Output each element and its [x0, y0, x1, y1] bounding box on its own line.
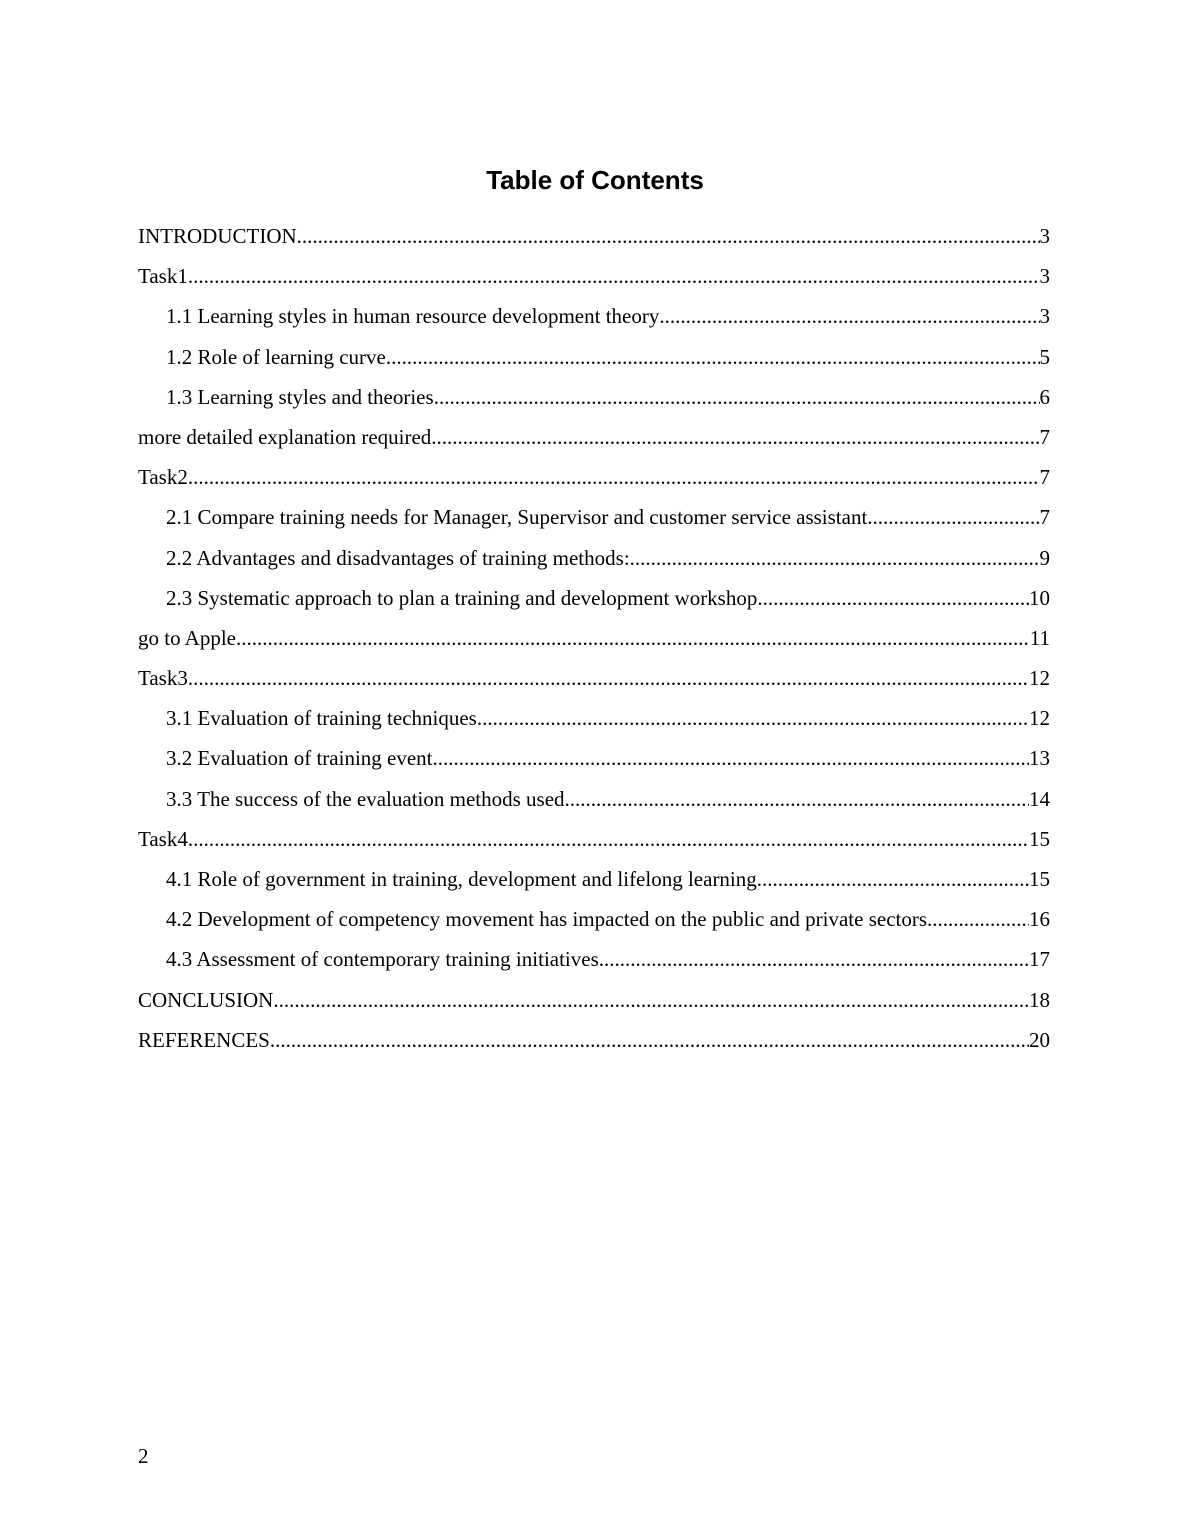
toc-entry[interactable]: [138, 980, 1050, 1020]
toc-entry[interactable]: [138, 859, 1050, 899]
toc-dot-leader: [867, 497, 1039, 537]
toc-entry-page: 17: [1029, 947, 1050, 972]
toc-entry-page: 7: [1039, 424, 1050, 449]
toc-dot-leader: [477, 698, 1029, 738]
toc-entry-page: 7: [1039, 505, 1050, 530]
toc-dot-leader: [565, 779, 1029, 819]
toc-entry[interactable]: [138, 457, 1050, 497]
toc-entry-page: 12: [1029, 666, 1050, 691]
toc-entry-label[interactable]: 1.1 Learning styles in human resource development theory: [166, 304, 660, 329]
toc-entry[interactable]: [138, 779, 1050, 819]
toc-entry[interactable]: [138, 256, 1050, 296]
toc-entry[interactable]: [138, 738, 1050, 778]
toc-entry[interactable]: [138, 216, 1050, 256]
toc-entry-label[interactable]: INTRODUCTION: [138, 224, 297, 248]
toc-entry-label[interactable]: CONCLUSION: [138, 987, 274, 1012]
toc-dot-leader: [659, 296, 1039, 336]
toc-entry[interactable]: [138, 417, 1050, 457]
toc-entry-page: 3: [1039, 224, 1050, 248]
toc-entry-page: 7: [1039, 465, 1050, 490]
toc-entry-page: 5: [1039, 344, 1050, 369]
toc-entry-label[interactable]: Task1: [138, 264, 188, 289]
toc-dot-leader: [188, 256, 1040, 296]
toc-entry-page: 14: [1029, 786, 1050, 811]
toc-entry-page: 10: [1029, 585, 1050, 610]
toc-entry[interactable]: [138, 578, 1050, 618]
toc-entry[interactable]: [138, 296, 1050, 336]
toc-entry[interactable]: [138, 939, 1050, 979]
toc-entry-label[interactable]: 1.3 Learning styles and theories: [166, 384, 434, 409]
toc-entry-label[interactable]: Task4: [138, 826, 188, 851]
toc-entry-page: 20: [1029, 1027, 1050, 1052]
toc-entry[interactable]: [138, 658, 1050, 698]
toc-dot-leader: [386, 337, 1040, 377]
toc-entry-page: 18: [1029, 987, 1050, 1012]
toc-entry-label[interactable]: 3.3 The success of the evaluation methods used: [166, 786, 565, 811]
toc-entry-page: 3: [1039, 264, 1050, 289]
toc-entry-page: 16: [1029, 907, 1050, 932]
toc-entry-label[interactable]: REFERENCES: [138, 1027, 270, 1052]
toc-entry[interactable]: [138, 497, 1050, 537]
toc-dot-leader: [599, 939, 1029, 979]
toc-entry-label[interactable]: 2.2 Advantages and disadvantages of training methods:: [166, 545, 630, 570]
toc-list: [138, 216, 1050, 1060]
toc-entry-page: 13: [1029, 746, 1050, 771]
toc-entry-page: 6: [1039, 384, 1050, 409]
toc-entry-label[interactable]: 4.3 Assessment of contemporary training initiatives: [166, 947, 599, 972]
toc-dot-leader: [630, 538, 1040, 578]
toc-entry[interactable]: [138, 618, 1050, 658]
toc-dot-leader: [297, 216, 1040, 256]
toc-entry-label[interactable]: Task2: [138, 465, 188, 490]
page-number: 2: [138, 1444, 149, 1468]
toc-entry-page: 3: [1039, 304, 1050, 329]
toc-entry-label[interactable]: 4.1 Role of government in training, development and lifelong learning: [166, 867, 757, 891]
toc-entry-page: 12: [1029, 706, 1050, 731]
toc-entry-label[interactable]: Task3: [138, 666, 188, 691]
toc-dot-leader: [188, 457, 1040, 497]
toc-entry[interactable]: [138, 698, 1050, 738]
toc-dot-leader: [932, 899, 1029, 939]
toc-dot-leader: [273, 980, 1029, 1020]
toc-entry-label[interactable]: 2.3 Systematic approach to plan a training and development workshop: [166, 585, 758, 610]
toc-entry-label[interactable]: 4.2 Development of competency movement has impacted on the public and private sectors.: [166, 907, 933, 932]
toc-entry-page: 9: [1039, 545, 1050, 570]
toc-title: Table of Contents: [486, 165, 704, 195]
toc-dot-leader: [236, 618, 1030, 658]
toc-entry[interactable]: [138, 337, 1050, 377]
toc-dot-leader: [433, 738, 1029, 778]
toc-dot-leader: [434, 377, 1040, 417]
toc-entry-label[interactable]: more detailed explanation required: [138, 424, 432, 449]
toc-entry-label[interactable]: go to Apple: [138, 625, 236, 650]
toc-entry-label[interactable]: 1.2 Role of learning curve: [166, 344, 386, 369]
toc-entry[interactable]: [138, 538, 1050, 578]
toc-entry[interactable]: [138, 899, 1050, 939]
toc-entry[interactable]: [138, 819, 1050, 859]
toc-dot-leader: [270, 1020, 1029, 1060]
toc-dot-leader: [188, 819, 1029, 859]
toc-entry-label[interactable]: 3.1 Evaluation of training techniques: [166, 706, 477, 731]
toc-entry-label[interactable]: 3.2 Evaluation of training event: [166, 746, 433, 771]
toc-dot-leader: [431, 417, 1039, 457]
toc-entry-label[interactable]: 2.1 Compare training needs for Manager, Supervisor and customer service assistant: [166, 505, 868, 530]
toc-entry-page: 15: [1029, 867, 1050, 891]
toc-entry-page: 11: [1029, 625, 1050, 650]
toc-entry-page: 15: [1029, 826, 1050, 851]
toc-entry[interactable]: [138, 377, 1050, 417]
toc-dot-leader: [757, 578, 1029, 618]
toc-dot-leader: [188, 658, 1029, 698]
toc-entry[interactable]: [138, 1020, 1050, 1060]
toc-dot-leader: [757, 859, 1029, 899]
